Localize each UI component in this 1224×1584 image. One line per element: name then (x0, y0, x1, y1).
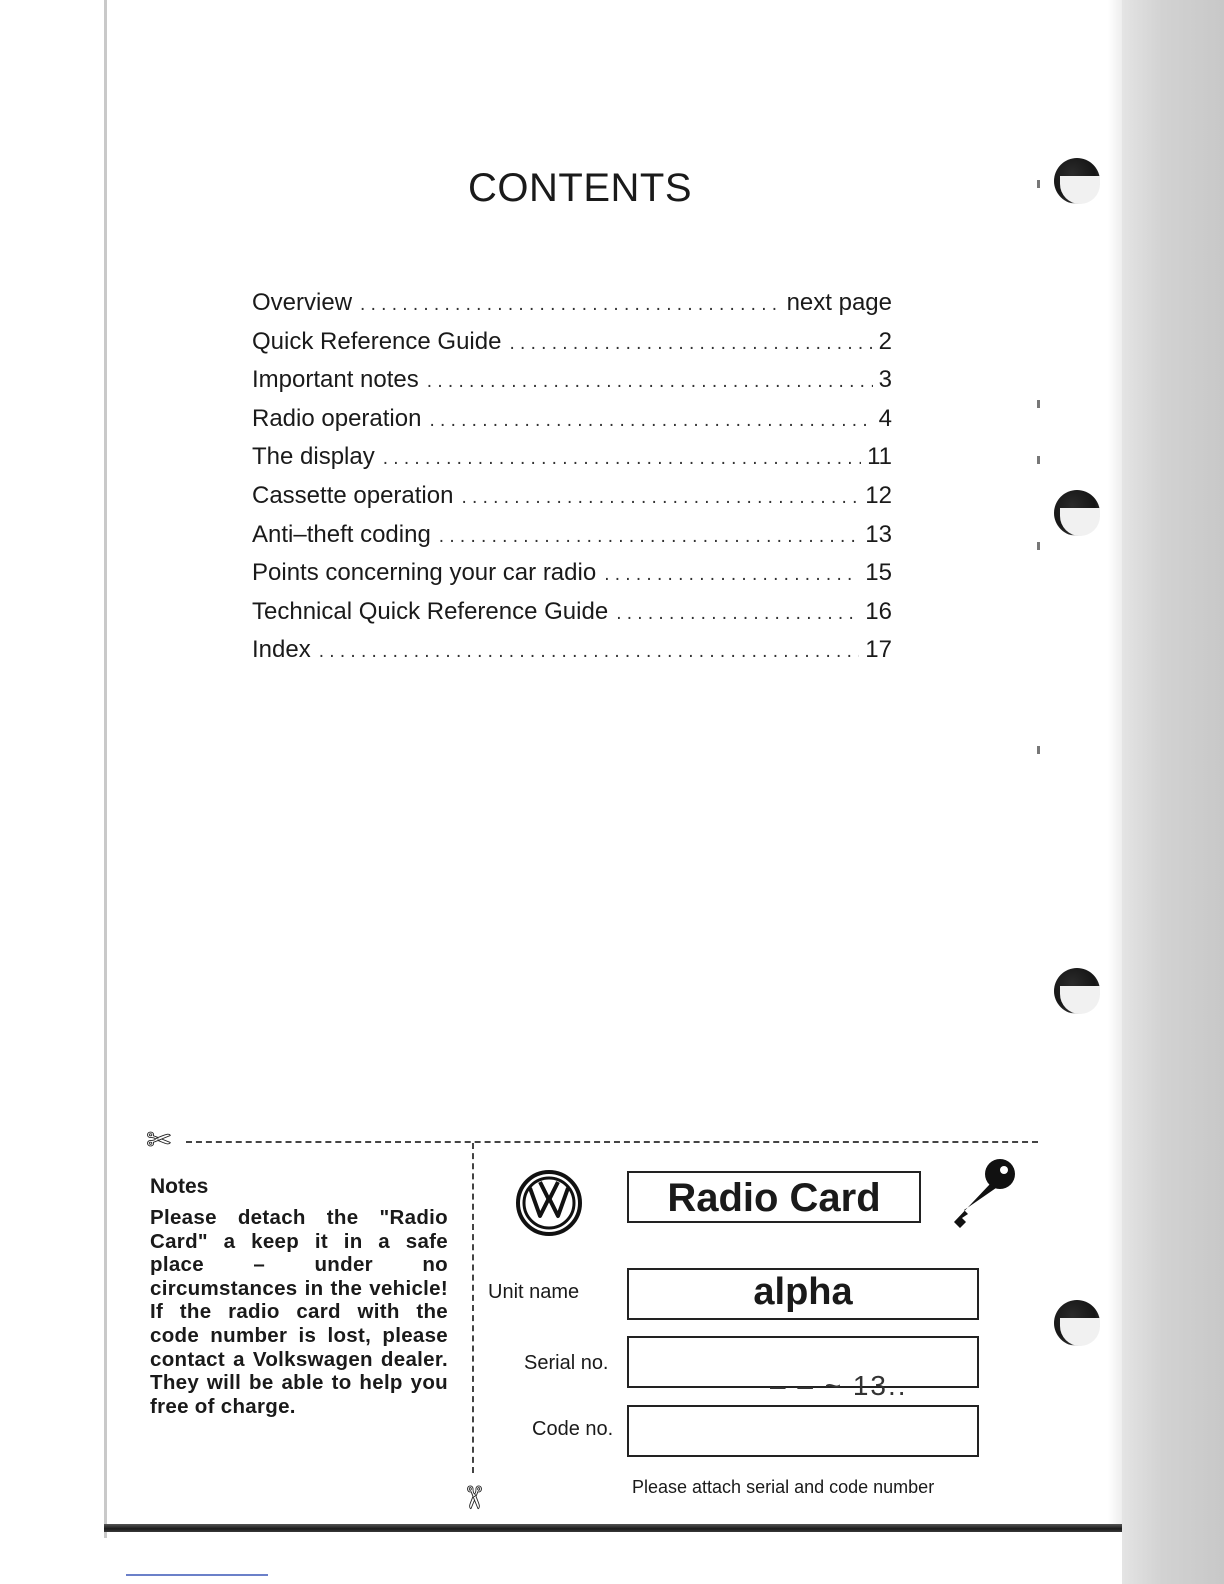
vw-logo-icon (516, 1170, 582, 1236)
toc-entry-page: 17 (865, 636, 892, 664)
punch-hole (1054, 1300, 1100, 1346)
toc-entry[interactable] (252, 521, 892, 560)
unit-name-value: alpha (753, 1271, 853, 1313)
toc-entry[interactable] (252, 366, 892, 405)
toc-leader-dots (461, 487, 859, 509)
radio-card-title: Radio Card (627, 1171, 921, 1223)
toc-leader-dots (383, 448, 861, 470)
toc-entry-page: 11 (867, 443, 892, 471)
unit-name-label: Unit name (488, 1281, 580, 1303)
toc-entry-label: Index (252, 636, 311, 664)
key-icon (944, 1156, 1020, 1232)
toc-entry-page: 15 (865, 559, 892, 587)
punch-hole (1054, 158, 1100, 204)
toc-entry-page: 4 (878, 404, 892, 432)
notes-text: Please detach the "Radio Card" a keep it in a safe place – under no circumstances in the vehicle! If the radio card with the code number is lost, please contact a Volkswagen dealer. They will be able to help you free of charge. (150, 1206, 448, 1418)
toc-entry-label: Technical Quick Reference Guide (252, 597, 609, 625)
toc-entry-page: 13 (865, 520, 892, 548)
cut-line-vertical (472, 1143, 474, 1473)
toc-leader-dots (360, 294, 781, 316)
toc-leader-dots (509, 333, 872, 355)
margin-mark (1037, 542, 1040, 550)
toc-leader-dots (616, 603, 859, 625)
toc-entry-label: Anti–theft coding (252, 520, 431, 548)
toc-entry[interactable] (252, 636, 892, 675)
scissors-icon: ✄ (456, 1484, 490, 1510)
notes-heading: Notes (150, 1175, 209, 1198)
toc-entry-label: Quick Reference Guide (252, 327, 502, 355)
serial-no-value: – – ~ 13.. (770, 1370, 908, 1401)
page-bottom-edge (104, 1524, 1122, 1532)
margin-mark (1037, 456, 1040, 464)
scan-margin-right (1122, 0, 1224, 1584)
toc-entry[interactable] (252, 328, 892, 367)
toc-entry[interactable] (252, 598, 892, 637)
toc-entry-label: Radio operation (252, 404, 422, 432)
page-edge-left (104, 0, 107, 1538)
toc-entry-page: 2 (878, 327, 892, 355)
toc-entry[interactable] (252, 443, 892, 482)
toc-entry-label: Overview (252, 289, 353, 316)
toc-entry-page: 12 (865, 481, 892, 509)
serial-no-digits: 13 (852, 1370, 888, 1401)
punch-hole (1054, 490, 1100, 536)
attach-instruction: Please attach serial and code number (632, 1477, 935, 1497)
punch-hole (1054, 968, 1100, 1014)
toc-entry[interactable] (252, 482, 892, 521)
toc-entry-page: 16 (865, 597, 892, 625)
unit-name-field (627, 1268, 979, 1320)
margin-mark (1037, 180, 1040, 188)
margin-mark (1037, 746, 1040, 754)
toc-leader-dots (439, 526, 860, 548)
toc-entry-page: 3 (878, 366, 892, 394)
code-no-field (627, 1405, 979, 1457)
table-of-contents (252, 289, 892, 675)
footer-line (126, 1574, 268, 1576)
cut-line-horizontal (186, 1141, 1038, 1143)
toc-entry-label: The display (252, 443, 375, 471)
toc-entry[interactable] (252, 559, 892, 598)
page-title: CONTENTS (468, 166, 692, 210)
toc-entry-page: next page (786, 289, 892, 316)
serial-no-label: Serial no. (524, 1352, 609, 1374)
toc-leader-dots (319, 641, 860, 663)
toc-leader-dots (427, 371, 873, 393)
scan-margin-left (0, 0, 106, 1540)
toc-entry[interactable] (252, 289, 892, 328)
margin-mark (1037, 400, 1040, 408)
toc-entry-label: Points concerning your car radio (252, 559, 597, 587)
scissors-icon: ✄ (146, 1124, 172, 1157)
toc-entry[interactable] (252, 405, 892, 444)
code-no-label: Code no. (532, 1418, 614, 1440)
toc-entry-label: Important notes (252, 366, 419, 394)
toc-entry-label: Cassette operation (252, 481, 454, 509)
toc-leader-dots (604, 564, 859, 586)
toc-leader-dots (429, 410, 872, 432)
